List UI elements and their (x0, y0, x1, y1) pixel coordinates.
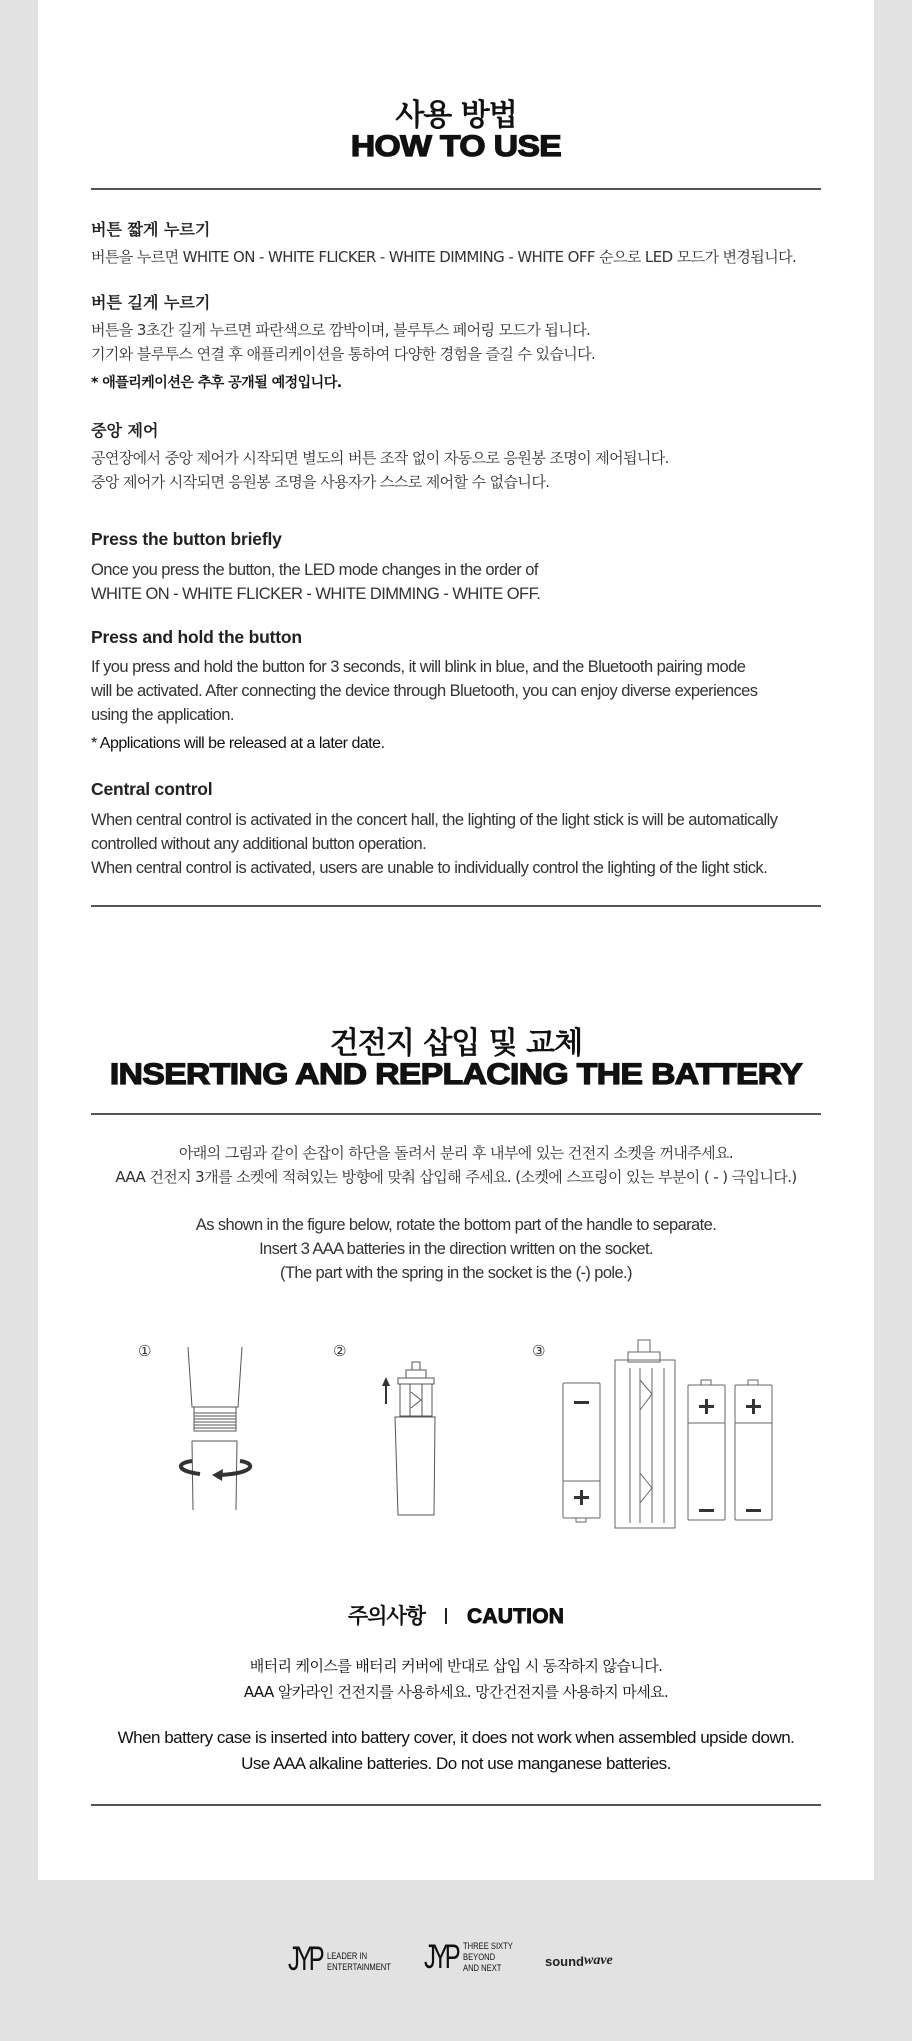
paragraph-central-control-en-1: When central control is activated in the concert hall, the lighting of the light stick is will be automatically (91, 811, 778, 829)
rotate-handle-illustration (170, 1345, 270, 1515)
paragraph-long-press-en-3: using the application. (91, 706, 234, 724)
footer (0, 1880, 912, 2041)
battery-intro-en-2: Insert 3 AAA batteries in the direction written on the socket. (259, 1240, 653, 1258)
how-to-use-title-ko: 사용 방법 (395, 98, 517, 133)
divider (91, 1804, 821, 1806)
paragraph-long-press-en-2: will be activated. After connecting the device through Bluetooth, you can enjoy diverse experiences (91, 682, 758, 700)
battery-title-ko: 건전지 삽입 및 교체 (329, 1026, 583, 1061)
caution-heading (0, 1600, 912, 1630)
jyp-leader-logo (288, 1942, 407, 1976)
divider (91, 905, 821, 907)
section-heading-central-control-ko: 중앙 제어 (91, 421, 159, 440)
paragraph-central-control-ko-1: 공연장에서 중앙 제어가 시작되면 별도의 버튼 조작 없이 자동으로 응원봉 조명이 제어됩니다. (91, 449, 669, 467)
section-heading-short-press-en: Press the button briefly (91, 529, 282, 549)
section-heading-central-control-en: Central control (91, 779, 213, 799)
jyp-mark: JYP (288, 1940, 322, 1978)
caution-title-en: CAUTION (467, 1605, 565, 1628)
caution-title-ko: 주의사항 (347, 1604, 426, 1628)
battery-intro-en-3: (The part with the spring in the socket is the (-) pole.) (280, 1264, 632, 1282)
section-heading-long-press-en: Press and hold the button (91, 627, 302, 647)
step-number-1: ① (138, 1342, 152, 1360)
divider (91, 1113, 821, 1115)
caution-separator (445, 1608, 447, 1624)
jyp-leader-tagline: LEADER IN ENTERTAINMENT (327, 1951, 392, 1973)
insert-batteries-illustration (560, 1338, 780, 1538)
jyp-three-sixty-logo (424, 1940, 526, 1974)
how-to-use-title-en: HOW TO USE (350, 130, 562, 163)
battery-intro-en-1: As shown in the figure below, rotate the bottom part of the handle to separate. (195, 1216, 717, 1234)
jyp-three-sixty-tagline: THREE SIXTY BEYOND AND NEXT (463, 1940, 514, 1974)
battery-intro-ko-2: AAA 건전지 3개를 소켓에 적혀있는 방향에 맞춰 삽입해 주세요. (소켓에 스프링이 있는 부분이 ( - ) 극입니다.) (115, 1168, 797, 1186)
battery-title-en: INSERTING AND REPLACING THE BATTERY (109, 1058, 803, 1091)
paragraph-central-control-en-3: When central control is activated, users are unable to individually control the lighting of the light stick. (91, 859, 768, 877)
paragraph-central-control-en-2: controlled without any additional button operation. (91, 835, 427, 853)
caution-line-en-1: When battery case is inserted into battery cover, it does not work when assembled upside down. (117, 1728, 795, 1747)
section-heading-short-press-ko: 버튼 짧게 누르기 (91, 220, 211, 239)
paragraph-central-control-ko-2: 중앙 제어가 시작되면 응원봉 조명을 사용자가 스스로 제어할 수 없습니다. (91, 473, 550, 491)
paragraph-long-press-ko-2: 기기와 블루투스 연결 후 애플리케이션을 통하여 다양한 경험을 즐길 수 있습니다. (91, 345, 596, 363)
note-application-ko: * 애플리케이션은 추후 공개될 예정입니다. (91, 375, 342, 391)
paragraph-short-press-ko: 버튼을 누르면 WHITE ON - WHITE FLICKER - WHITE DIMMING - WHITE OFF 순으로 LED 모드가 변경됩니다. (91, 248, 797, 266)
pull-out-socket-illustration (380, 1360, 450, 1525)
step-number-3: ③ (532, 1342, 546, 1360)
paragraph-long-press-en-1: If you press and hold the button for 3 seconds, it will blink in blue, and the Bluetooth pairing mode (91, 658, 746, 676)
divider (91, 188, 821, 190)
paragraph-long-press-ko-1: 버튼을 3초간 길게 누르면 파란색으로 깜박이며, 블루투스 페어링 모드가 됩니다. (91, 321, 591, 339)
section-heading-long-press-ko: 버튼 길게 누르기 (91, 293, 211, 312)
content-card (38, 0, 874, 1880)
jyp-mark: JYP (424, 1938, 458, 1976)
note-application-en: * Applications will be released at a later date. (91, 735, 385, 752)
caution-line-en-2: Use AAA alkaline batteries. Do not use manganese batteries. (241, 1754, 671, 1773)
paragraph-short-press-en-2: WHITE ON - WHITE FLICKER - WHITE DIMMING - WHITE OFF. (91, 585, 541, 603)
step-number-2: ② (333, 1342, 347, 1360)
paragraph-short-press-en-1: Once you press the button, the LED mode changes in the order of (91, 561, 538, 579)
caution-line-ko-1: 배터리 케이스를 배터리 커버에 반대로 삽입 시 동작하지 않습니다. (249, 1657, 663, 1675)
soundwave-logo: sound wave (545, 1953, 613, 1969)
battery-intro-ko-1: 아래의 그림과 같이 손잡이 하단을 돌려서 분리 후 내부에 있는 건전지 소켓을 꺼내주세요. (178, 1144, 734, 1162)
caution-line-ko-2: AAA 알카라인 건전지를 사용하세요. 망간건전지를 사용하지 마세요. (243, 1683, 669, 1701)
